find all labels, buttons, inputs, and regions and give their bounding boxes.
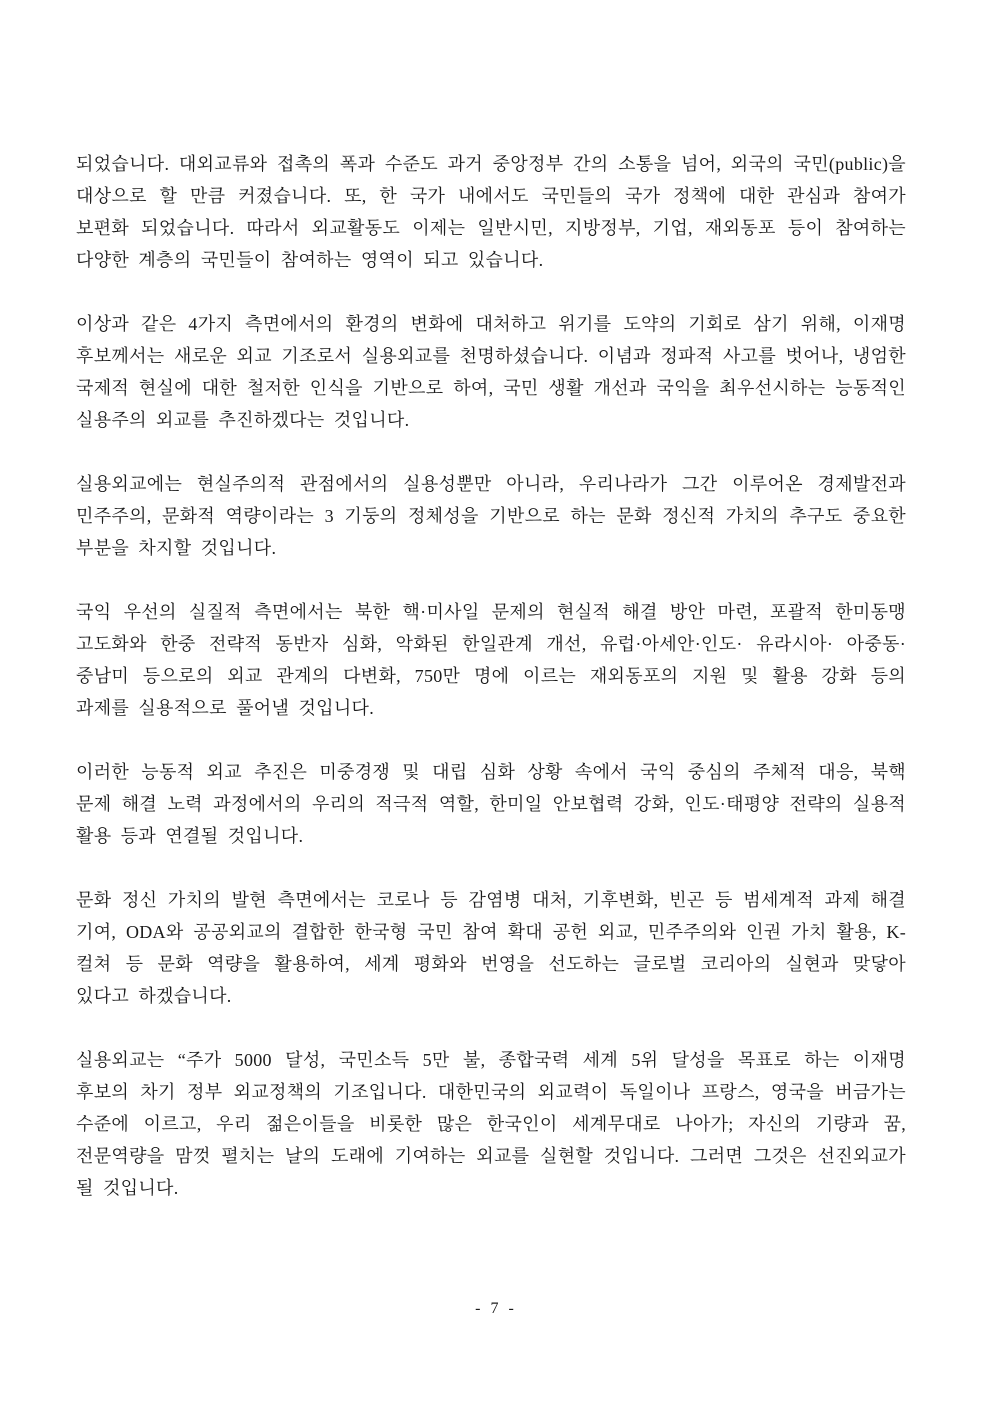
page-number: - 7 - (475, 1300, 517, 1317)
paragraph-5: 이러한 능동적 외교 추진은 미중경쟁 및 대립 심화 상황 속에서 국익 중심의 주체적 대응, 북핵 문제 해결 노력 과정에서의 우리의 적극적 역할, 한미일 안보협력 강화, 인도·태평양 전략의 실용적 활용 등과 연결될 것입니다. (76, 762, 906, 846)
paragraph-6: 문화 정신 가치의 발현 측면에서는 코로나 등 감염병 대처, 기후변화, 빈곤 등 범세계적 과제 해결 기여, ODA와 공공외교의 결합한 한국형 국민 참여 확대 공헌 외교, 민주주의와 인권 가치 활용, K-컬쳐 등 문화 역량을 활용하여, 세계 평화와 번영을 선도하는 글로벌 코리아의 실현과 맞닿아 있다고 하겠습니다. (76, 890, 906, 1006)
paragraph-1: 되었습니다. 대외교류와 접촉의 폭과 수준도 과거 중앙정부 간의 소통을 넘어, 외국의 국민(public)을 대상으로 할 만큼 커졌습니다. 또, 한 국가 내에서도 국민들의 국가 정책에 대한 관심과 참여가 보편화 되었습니다. 따라서 외교활동도 이제는 일반시민, 지방정부, 기업, 재외동포 등이 참여하는 다양한 계층의 국민들이 참여하는 영역이 되고 있습니다. (76, 154, 906, 270)
document-body (76, 148, 906, 1204)
paragraph-2: 이상과 같은 4가지 측면에서의 환경의 변화에 대처하고 위기를 도약의 기회로 삼기 위해, 이재명 후보께서는 새로운 외교 기조로서 실용외교를 천명하셨습니다. 이념과 정파적 사고를 벗어나, 냉엄한 국제적 현실에 대한 철저한 인식을 기반으로 하여, 국민 생활 개선과 국익을 최우선시하는 능동적인 실용주의 외교를 추진하겠다는 것입니다. (76, 314, 906, 430)
paragraph-7: 실용외교는 “주가 5000 달성, 국민소득 5만 불, 종합국력 세계 5위 달성을 목표로 하는 이재명 후보의 차기 정부 외교정책의 기조입니다. 대한민국의 외교력이 독일이나 프랑스, 영국을 버금가는 수준에 이르고, 우리 젊은이들을 비롯한 많은 한국인이 세계무대로 나아가; 자신의 기량과 꿈, 전문역량을 맘껏 펼치는 날의 도래에 기여하는 외교를 실현할 것입니다. 그러면 그것은 선진외교가 될 것입니다. (76, 1050, 906, 1198)
paragraph-3: 실용외교에는 현실주의적 관점에서의 실용성뿐만 아니라, 우리나라가 그간 이루어온 경제발전과 민주주의, 문화적 역량이라는 3 기둥의 정체성을 기반으로 하는 문화 정신적 가치의 추구도 중요한 부분을 차지할 것입니다. (76, 474, 906, 558)
paragraph-4: 국익 우선의 실질적 측면에서는 북한 핵·미사일 문제의 현실적 해결 방안 마련, 포괄적 한미동맹 고도화와 한중 전략적 동반자 심화, 악화된 한일관계 개선, 유럽·아세안·인도· 유라시아· 아중동· 중남미 등으로의 외교 관계의 다변화, 750만 명에 이르는 재외동포의 지원 및 활용 강화 등의 과제를 실용적으로 풀어낼 것입니다. (76, 602, 906, 718)
